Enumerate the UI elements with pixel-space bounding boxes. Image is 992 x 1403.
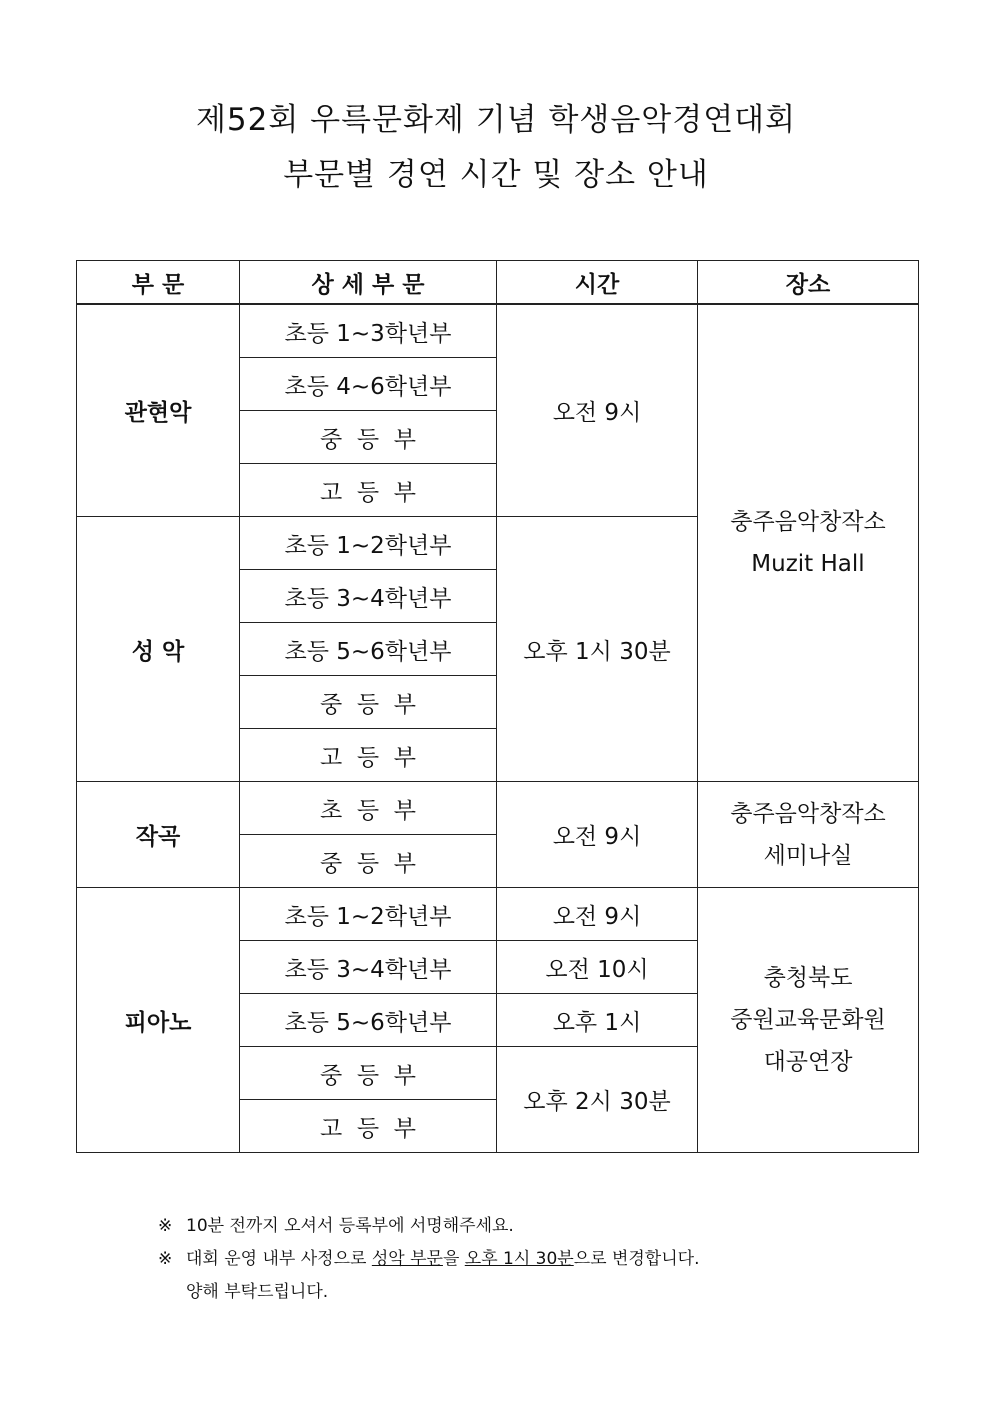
subcategory-cell: 고 등 부 [240, 464, 497, 517]
time-cell: 오전 9시 [497, 782, 698, 888]
subcategory-cell: 초등 1~3학년부 [240, 304, 497, 358]
time-cell: 오후 1시 30분 [497, 517, 698, 782]
subcategory-cell: 초 등 부 [240, 782, 497, 835]
note-emphasis: 오후 1시 30분 [464, 1249, 574, 1269]
venue-cell [698, 304, 919, 782]
table-header-row [77, 261, 919, 305]
category-piano: 피아노 [77, 888, 240, 1153]
header-time: 시간 [497, 261, 698, 305]
subcategory-cell: 초등 1~2학년부 [240, 517, 497, 570]
header-venue: 장소 [698, 261, 919, 305]
note-text: 양해 부탁드립니다. [186, 1282, 329, 1302]
subcategory-cell: 중 등 부 [240, 1047, 497, 1100]
note-text: 10분 전까지 오셔서 등록부에 서명해주세요. [186, 1216, 514, 1236]
subcategory-cell: 고 등 부 [240, 1100, 497, 1153]
venue-line: 중원교육문화원 [730, 1007, 886, 1033]
subcategory-cell: 초등 5~6학년부 [240, 623, 497, 676]
category-composition: 작곡 [77, 782, 240, 888]
table-row [77, 304, 919, 358]
venue-cell [698, 782, 919, 888]
venue-line: 충주음악창작소 [730, 800, 886, 827]
note-text: 대회 운영 내부 사정으로 [186, 1249, 372, 1269]
subcategory-cell: 초등 3~4학년부 [240, 570, 497, 623]
header-subcategory: 상 세 부 문 [240, 261, 497, 305]
time-cell: 오전 9시 [497, 304, 698, 517]
category-vocal: 성 악 [77, 517, 240, 782]
note-item [158, 1243, 699, 1276]
note-emphasis: 성악 부문 [371, 1249, 443, 1269]
page-subtitle: 부문별 경연 시간 및 장소 안내 [283, 157, 709, 193]
venue-line: 대공연장 [763, 1049, 853, 1075]
notes [158, 1210, 699, 1309]
subcategory-cell: 초등 4~6학년부 [240, 358, 497, 411]
header-category: 부 문 [77, 261, 240, 305]
venue-line: Muzit Hall [751, 551, 865, 577]
subcategory-cell: 중 등 부 [240, 676, 497, 729]
reference-mark-icon: ※ [158, 1249, 173, 1269]
note-text: 으로 변경합니다. [573, 1249, 700, 1269]
category-orchestra: 관현악 [77, 304, 240, 517]
note-text: 을 [442, 1249, 465, 1269]
subcategory-cell: 고 등 부 [240, 729, 497, 782]
venue-line: 충주음악창작소 [730, 509, 886, 535]
subcategory-cell: 중 등 부 [240, 411, 497, 464]
time-cell: 오후 1시 [497, 994, 698, 1047]
time-cell: 오전 10시 [497, 941, 698, 994]
note-item [158, 1210, 699, 1243]
schedule-table [76, 260, 919, 1153]
subcategory-cell: 초등 3~4학년부 [240, 941, 497, 994]
subcategory-cell: 초등 5~6학년부 [240, 994, 497, 1047]
note-item [158, 1276, 699, 1309]
venue-line: 세미나실 [763, 842, 853, 869]
page-title: 제52회 우륵문화제 기념 학생음악경연대회 [195, 102, 797, 138]
time-cell: 오전 9시 [497, 888, 698, 941]
venue-cell [698, 888, 919, 1153]
subcategory-cell: 중 등 부 [240, 835, 497, 888]
time-cell: 오후 2시 30분 [497, 1047, 698, 1153]
table-row [77, 888, 919, 941]
table-row [77, 782, 919, 835]
subcategory-cell: 초등 1~2학년부 [240, 888, 497, 941]
reference-mark-icon: ※ [158, 1216, 173, 1236]
venue-line: 충청북도 [763, 965, 853, 991]
